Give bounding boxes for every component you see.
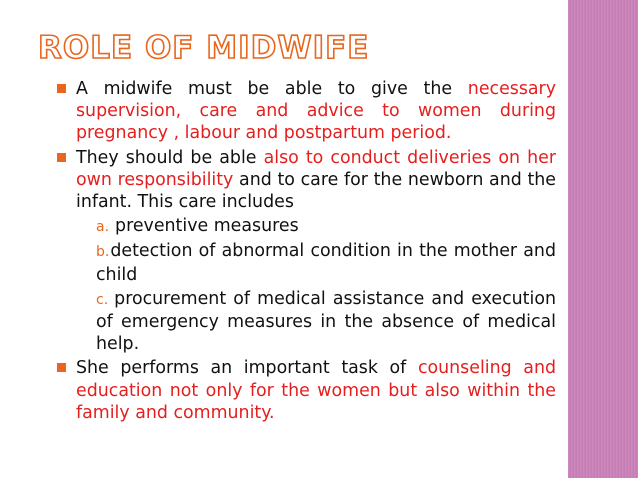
subitem-marker: a. xyxy=(96,219,110,236)
subitem-text: detection of abnormal condition in the mother and child xyxy=(96,241,556,285)
slide-title: ROLE OF MIDWIFE xyxy=(38,30,370,66)
decorative-side-bar xyxy=(568,0,638,478)
bullet-3-emphasis: counseling and education not only for the women but also within the family and community. xyxy=(76,358,557,423)
subitem-text: preventive measures xyxy=(115,216,299,237)
bullet-1 xyxy=(60,78,556,145)
bullet-2-text-start: They should be able xyxy=(76,147,264,168)
bullet-1-emphasis: necessary supervision, care and advice to women during pregnancy , labour and postpartum period. xyxy=(76,79,556,144)
subitem-c xyxy=(96,288,556,356)
bullet-2-text-end: and to care for the newborn and the infant. This care includes xyxy=(76,169,556,213)
subitem-b xyxy=(96,240,556,285)
bullet-2 xyxy=(60,147,556,356)
subitem-marker: b. xyxy=(96,244,110,261)
subitem-marker: c. xyxy=(96,291,109,308)
bullet-3 xyxy=(60,357,556,424)
square-bullet-icon xyxy=(57,363,66,372)
bullet-1-text: A midwife must be able to give the xyxy=(76,79,468,99)
square-bullet-icon xyxy=(57,84,66,93)
subitem-a xyxy=(96,215,556,238)
bullet-3-text: She performs an important task of xyxy=(76,358,418,379)
slide-content xyxy=(60,78,556,426)
bullet-2-emphasis: also to conduct deliveries on her own responsibility xyxy=(76,147,557,190)
subitem-text: procurement of medical assistance and execution of emergency measures in the absence of medical help. xyxy=(96,288,556,355)
square-bullet-icon xyxy=(57,153,66,162)
